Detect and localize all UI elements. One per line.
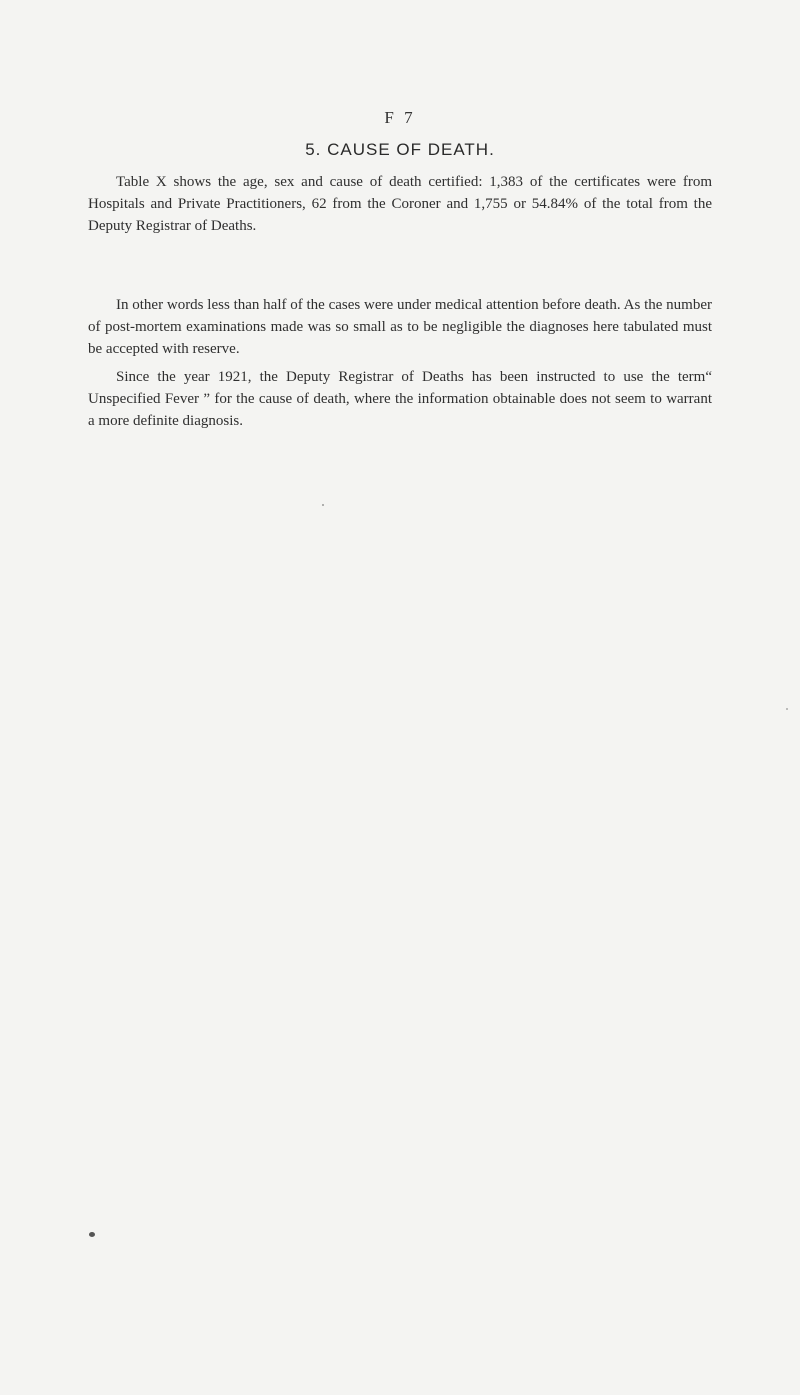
paragraph-unspecified-fever bbox=[88, 366, 712, 432]
paragraph-text: Table X shows the age, sex and cause of death certified: 1,383 of the certificates were from Hospitals and Private Practitioners, 62 from the Coroner and 1,755 or 54.84% of the total from the Deputy Registrar of Deaths. bbox=[88, 174, 712, 234]
paragraph-medical-attention bbox=[88, 294, 712, 360]
paragraph-text: Since the year 1921, the Deputy Registrar of Deaths has been instructed to use the term“ Unspecified Fever ” for the cause of death, where the information obtainable does not seem to warrant a more definite diagnosis. bbox=[88, 369, 712, 429]
scan-speck bbox=[322, 504, 324, 506]
paragraph-text: In other words less than half of the cases were under medical attention before death. As the number of post-mortem examinations made was so small as to be negligible the diagnoses here tabulated must be accepted with reserve. bbox=[88, 297, 712, 357]
page-number: F 7 bbox=[384, 108, 416, 127]
scan-speck bbox=[786, 708, 788, 710]
section-heading: 5. CAUSE OF DEATH. bbox=[305, 140, 495, 159]
paragraph-certification bbox=[88, 171, 712, 237]
scan-speck bbox=[89, 1232, 95, 1237]
